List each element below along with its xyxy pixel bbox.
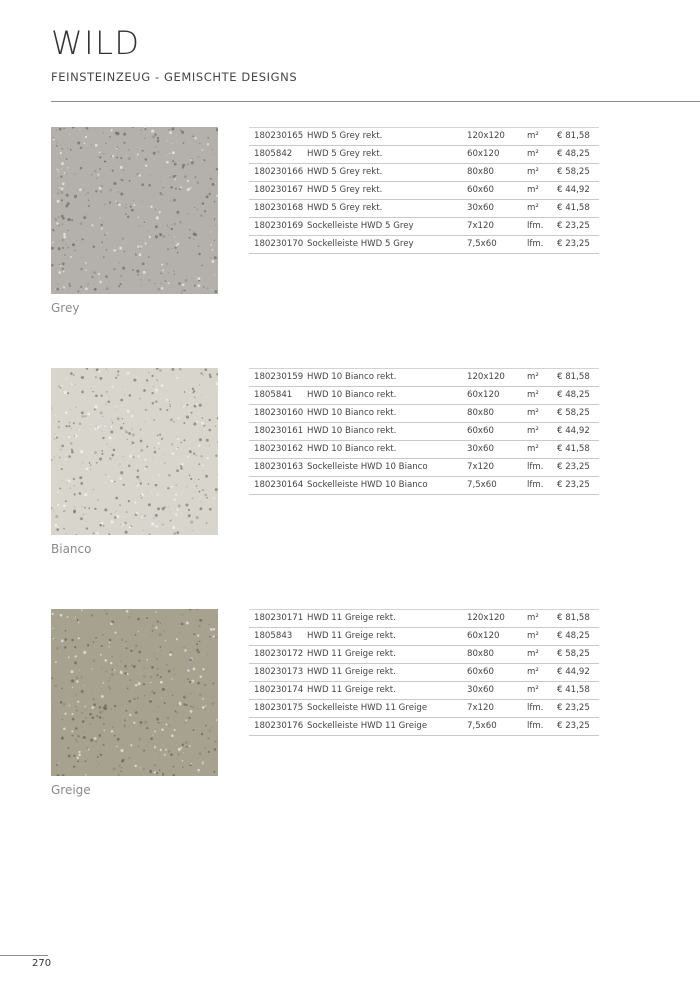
product-name: Sockelleiste HWD 11 Greige bbox=[307, 703, 428, 713]
table-row bbox=[249, 477, 599, 495]
product-name: Sockelleiste HWD 5 Grey bbox=[307, 239, 414, 249]
article-code: 1805843 bbox=[254, 631, 293, 641]
price: € 48,25 bbox=[557, 631, 590, 641]
product-section-grey bbox=[0, 127, 700, 367]
article-code: 180230164 bbox=[254, 480, 304, 490]
tile-size: 7x120 bbox=[467, 703, 494, 713]
article-code: 180230162 bbox=[254, 444, 304, 454]
price: € 58,25 bbox=[557, 408, 590, 418]
tile-size: 60x60 bbox=[467, 185, 494, 195]
unit: m² bbox=[527, 649, 539, 659]
header-divider bbox=[51, 101, 700, 102]
unit: m² bbox=[527, 167, 539, 177]
table-row bbox=[249, 146, 599, 164]
tile-size: 60x60 bbox=[467, 667, 494, 677]
unit: m² bbox=[527, 408, 539, 418]
product-name: HWD 5 Grey rekt. bbox=[307, 185, 383, 195]
price: € 48,25 bbox=[557, 390, 590, 400]
unit: lfm. bbox=[527, 239, 544, 249]
footer-divider bbox=[0, 955, 48, 956]
product-name: HWD 11 Greige rekt. bbox=[307, 631, 396, 641]
unit: m² bbox=[527, 631, 539, 641]
tile-swatch-image bbox=[51, 368, 218, 535]
product-name: HWD 5 Grey rekt. bbox=[307, 131, 383, 141]
product-name: HWD 11 Greige rekt. bbox=[307, 649, 396, 659]
unit: m² bbox=[527, 667, 539, 677]
price: € 58,25 bbox=[557, 167, 590, 177]
unit: m² bbox=[527, 426, 539, 436]
article-code: 180230172 bbox=[254, 649, 304, 659]
tile-size: 60x120 bbox=[467, 631, 500, 641]
tile-size: 7x120 bbox=[467, 221, 494, 231]
table-row bbox=[249, 182, 599, 200]
tile-size: 80x80 bbox=[467, 167, 494, 177]
page-subtitle: FEINSTEINZEUG - GEMISCHTE DESIGNS bbox=[51, 70, 298, 84]
swatch-label: Bianco bbox=[51, 542, 92, 556]
unit: m² bbox=[527, 390, 539, 400]
product-name: HWD 10 Bianco rekt. bbox=[307, 372, 397, 382]
product-section-greige bbox=[0, 609, 700, 849]
price: € 23,25 bbox=[557, 721, 590, 731]
price: € 41,58 bbox=[557, 444, 590, 454]
product-name: HWD 10 Bianco rekt. bbox=[307, 444, 397, 454]
article-code: 180230175 bbox=[254, 703, 304, 713]
price: € 41,58 bbox=[557, 685, 590, 695]
unit: lfm. bbox=[527, 721, 544, 731]
tile-swatch-image bbox=[51, 609, 218, 776]
product-name: HWD 11 Greige rekt. bbox=[307, 613, 396, 623]
table-row bbox=[249, 387, 599, 405]
table-row bbox=[249, 628, 599, 646]
tile-size: 60x120 bbox=[467, 149, 500, 159]
tile-size: 30x60 bbox=[467, 203, 494, 213]
table-row bbox=[249, 459, 599, 477]
price: € 41,58 bbox=[557, 203, 590, 213]
price: € 81,58 bbox=[557, 613, 590, 623]
article-code: 180230176 bbox=[254, 721, 304, 731]
article-code: 180230171 bbox=[254, 613, 304, 623]
price: € 23,25 bbox=[557, 703, 590, 713]
price: € 23,25 bbox=[557, 221, 590, 231]
tile-size: 60x120 bbox=[467, 390, 500, 400]
price: € 81,58 bbox=[557, 131, 590, 141]
price: € 44,92 bbox=[557, 667, 590, 677]
unit: m² bbox=[527, 613, 539, 623]
product-section-bianco bbox=[0, 368, 700, 608]
tile-size: 7,5x60 bbox=[467, 480, 497, 490]
tile-size: 120x120 bbox=[467, 613, 505, 623]
table-row bbox=[249, 405, 599, 423]
product-name: Sockelleiste HWD 10 Bianco bbox=[307, 480, 428, 490]
product-name: HWD 11 Greige rekt. bbox=[307, 685, 396, 695]
product-name: Sockelleiste HWD 10 Bianco bbox=[307, 462, 428, 472]
table-row bbox=[249, 236, 599, 254]
article-code: 180230166 bbox=[254, 167, 304, 177]
tile-size: 120x120 bbox=[467, 372, 505, 382]
unit: m² bbox=[527, 685, 539, 695]
tile-size: 30x60 bbox=[467, 685, 494, 695]
article-code: 180230159 bbox=[254, 372, 304, 382]
table-row bbox=[249, 423, 599, 441]
unit: m² bbox=[527, 372, 539, 382]
product-name: Sockelleiste HWD 11 Greige bbox=[307, 721, 428, 731]
price: € 23,25 bbox=[557, 462, 590, 472]
table-row bbox=[249, 200, 599, 218]
article-code: 180230174 bbox=[254, 685, 304, 695]
tile-size: 30x60 bbox=[467, 444, 494, 454]
price: € 81,58 bbox=[557, 372, 590, 382]
tile-size: 7,5x60 bbox=[467, 721, 497, 731]
tile-size: 80x80 bbox=[467, 408, 494, 418]
table-row bbox=[249, 368, 599, 387]
product-name: HWD 10 Bianco rekt. bbox=[307, 408, 397, 418]
article-code: 180230170 bbox=[254, 239, 304, 249]
tile-size: 60x60 bbox=[467, 426, 494, 436]
table-row bbox=[249, 718, 599, 736]
unit: m² bbox=[527, 149, 539, 159]
table-row bbox=[249, 682, 599, 700]
product-name: HWD 11 Greige rekt. bbox=[307, 667, 396, 677]
tile-size: 7x120 bbox=[467, 462, 494, 472]
tile-swatch-image bbox=[51, 127, 218, 294]
article-code: 180230169 bbox=[254, 221, 304, 231]
unit: lfm. bbox=[527, 221, 544, 231]
price: € 44,92 bbox=[557, 426, 590, 436]
price: € 44,92 bbox=[557, 185, 590, 195]
product-name: HWD 5 Grey rekt. bbox=[307, 149, 383, 159]
unit: lfm. bbox=[527, 480, 544, 490]
tile-size: 120x120 bbox=[467, 131, 505, 141]
unit: m² bbox=[527, 203, 539, 213]
table-row bbox=[249, 441, 599, 459]
swatch-label: Grey bbox=[51, 301, 80, 315]
tile-size: 80x80 bbox=[467, 649, 494, 659]
product-name: HWD 10 Bianco rekt. bbox=[307, 426, 397, 436]
article-code: 180230161 bbox=[254, 426, 304, 436]
swatch-label: Greige bbox=[51, 783, 91, 797]
unit: m² bbox=[527, 131, 539, 141]
unit: lfm. bbox=[527, 462, 544, 472]
page-number: 270 bbox=[32, 958, 52, 969]
price-table bbox=[249, 609, 599, 736]
article-code: 180230168 bbox=[254, 203, 304, 213]
product-name: HWD 5 Grey rekt. bbox=[307, 167, 383, 177]
article-code: 1805842 bbox=[254, 149, 293, 159]
unit: m² bbox=[527, 185, 539, 195]
page-title: WILD bbox=[51, 24, 141, 62]
table-row bbox=[249, 127, 599, 146]
article-code: 180230160 bbox=[254, 408, 304, 418]
product-name: Sockelleiste HWD 5 Grey bbox=[307, 221, 414, 231]
table-row bbox=[249, 218, 599, 236]
tile-size: 7,5x60 bbox=[467, 239, 497, 249]
article-code: 180230167 bbox=[254, 185, 304, 195]
table-row bbox=[249, 664, 599, 682]
product-name: HWD 10 Bianco rekt. bbox=[307, 390, 397, 400]
table-row bbox=[249, 646, 599, 664]
price: € 23,25 bbox=[557, 239, 590, 249]
unit: lfm. bbox=[527, 703, 544, 713]
article-code: 180230173 bbox=[254, 667, 304, 677]
price: € 48,25 bbox=[557, 149, 590, 159]
product-name: HWD 5 Grey rekt. bbox=[307, 203, 383, 213]
article-code: 1805841 bbox=[254, 390, 293, 400]
article-code: 180230165 bbox=[254, 131, 304, 141]
table-row bbox=[249, 700, 599, 718]
price-table bbox=[249, 127, 599, 254]
price: € 58,25 bbox=[557, 649, 590, 659]
unit: m² bbox=[527, 444, 539, 454]
table-row bbox=[249, 164, 599, 182]
article-code: 180230163 bbox=[254, 462, 304, 472]
price: € 23,25 bbox=[557, 480, 590, 490]
table-row bbox=[249, 609, 599, 628]
price-table bbox=[249, 368, 599, 495]
